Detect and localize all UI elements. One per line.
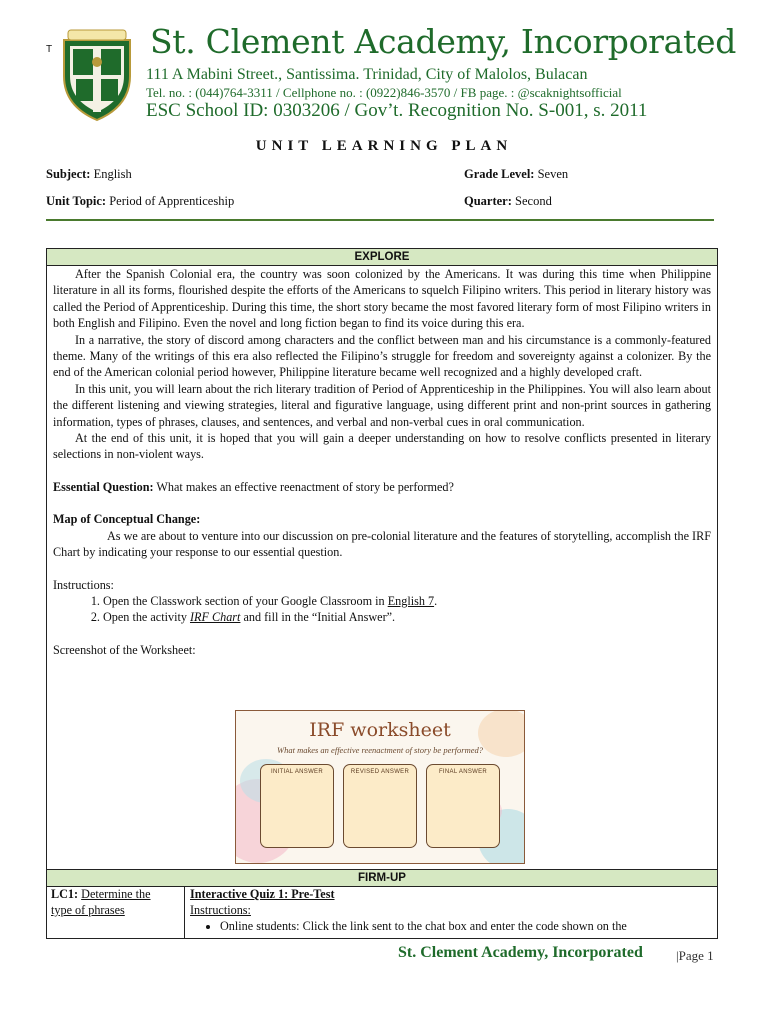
grade-field — [464, 167, 568, 182]
map-text: As we are about to venture into our discussion on pre-colonial literature and the features of storytelling, accomplish the IRF Chart by indicating your response to our essential question. — [53, 528, 711, 560]
instructions-list — [53, 593, 711, 626]
letterhead — [0, 0, 768, 130]
grade-label: Grade Level: — [464, 167, 535, 181]
unit-topic-field — [46, 194, 234, 209]
quiz-instructions-list — [190, 918, 712, 934]
quiz-instructions-label: Instructions: — [190, 903, 251, 917]
table-row — [47, 886, 717, 938]
lc-text: Determine the — [81, 887, 151, 901]
unit-topic-value: Period of Apprenticeship — [109, 194, 235, 208]
firmup-heading: FIRM-UP — [47, 869, 717, 887]
learning-plan-table — [46, 248, 718, 939]
explore-paragraph: In a narrative, the story of discord among characters and the conflict between man and his circumstance is a commonly-featured theme. Many of the writings of this era also reflected the Filipino’s struggle for freedom and sovereignty against a colonizer. By the end of the American colonial period however, Philippine literature became well recognized and a highly developed craft. — [53, 332, 711, 380]
header-divider — [46, 219, 714, 221]
subject-label: Subject: — [46, 167, 91, 181]
essential-question-label: Essential Question: — [53, 479, 154, 494]
explore-content — [53, 266, 711, 658]
instructions-label: Instructions: — [53, 577, 114, 592]
school-name: St. Clement Academy, Incorporated — [150, 22, 737, 61]
grade-value: Seven — [537, 167, 569, 181]
quarter-label: Quarter: — [464, 194, 512, 208]
worksheet-column: FINAL ANSWER — [426, 764, 500, 848]
footer-school-name: St. Clement Academy, Incorporated — [398, 944, 643, 961]
unit-topic-label: Unit Topic: — [46, 194, 107, 208]
lc-text: type of phrases — [51, 903, 125, 917]
map-label: Map of Conceptual Change: — [53, 512, 201, 527]
subject-field — [46, 167, 132, 182]
english7-link[interactable]: English 7 — [387, 593, 435, 608]
worksheet-column: INITIAL ANSWER — [260, 764, 334, 848]
list-item: • Online students: Click the link sent to the chat box and enter the code shown on the — [220, 918, 712, 934]
learning-competency-cell — [47, 886, 185, 938]
school-contacts: Tel. no. : (044)764-3311 / Cellphone no. : (0922)846-3570 / FB page. : @scaknightsofficial — [146, 85, 622, 100]
screenshot-label: Screenshot of the Worksheet: — [53, 642, 196, 657]
instruction-step: 1. Open the Classwork section of your Google Classroom in English 7. — [103, 593, 711, 609]
explore-heading: EXPLORE — [47, 249, 717, 266]
school-seal-logo — [58, 26, 136, 122]
worksheet-question: What makes an effective reenactment of story be performed? — [277, 745, 483, 755]
subject-value: English — [93, 167, 132, 181]
activity-cell — [185, 886, 717, 938]
explore-paragraph: After the Spanish Colonial era, the country was soon colonized by the Americans. It was during this time when Philippine literature in all its forms, flourished despite the efforts of the Americans to squelch Filipino writers. This period in literary history was called the Period of Apprenticeship. During this time, the short story became the most favored literary form of most Filipino writers in both English and Filipino. Even the novel and long fiction began to find its voice during this era. — [53, 267, 711, 331]
worksheet-column: REVISED ANSWER — [343, 764, 417, 848]
page-title: UNIT LEARNING PLAN — [255, 138, 513, 154]
quiz-title: Interactive Quiz 1: Pre-Test — [190, 887, 335, 901]
trademark-mark: T — [46, 44, 53, 55]
lc-label: LC1: — [51, 887, 79, 901]
essential-question-text: What makes an effective reenactment of story be performed? — [156, 479, 454, 494]
irf-chart-link[interactable]: IRF Chart — [189, 610, 241, 625]
explore-paragraph: At the end of this unit, it is hoped that you will gain a deeper understanding on how to resolve conflicts presented in literary selections in non-violent ways. — [53, 431, 711, 462]
explore-paragraph: In this unit, you will learn about the rich literary tradition of Period of Apprenticeship in the Philippines. You will also learn about the different listening and viewing strategies, literal and figurative language, using different print and non-print sources in gathering information, types of phrases, clauses, and sentences, and verbal and non-verbal cues in oral communication. — [53, 381, 711, 429]
instruction-step: 2. Open the activity IRF Chart and fill in the “Initial Answer”. — [103, 609, 711, 625]
irf-worksheet-image — [235, 710, 525, 864]
school-esc-id: ESC School ID: 0303206 / Gov’t. Recognition No. S-001, s. 2011 — [146, 100, 648, 121]
quarter-field — [464, 194, 552, 209]
page-number: |Page 1 — [676, 948, 714, 963]
essential-question — [53, 479, 711, 495]
quarter-value: Second — [515, 194, 552, 208]
worksheet-title: IRF worksheet — [309, 719, 451, 741]
school-address: 111 A Mabini Street., Santissima. Trinidad, City of Malolos, Bulacan — [146, 66, 588, 83]
